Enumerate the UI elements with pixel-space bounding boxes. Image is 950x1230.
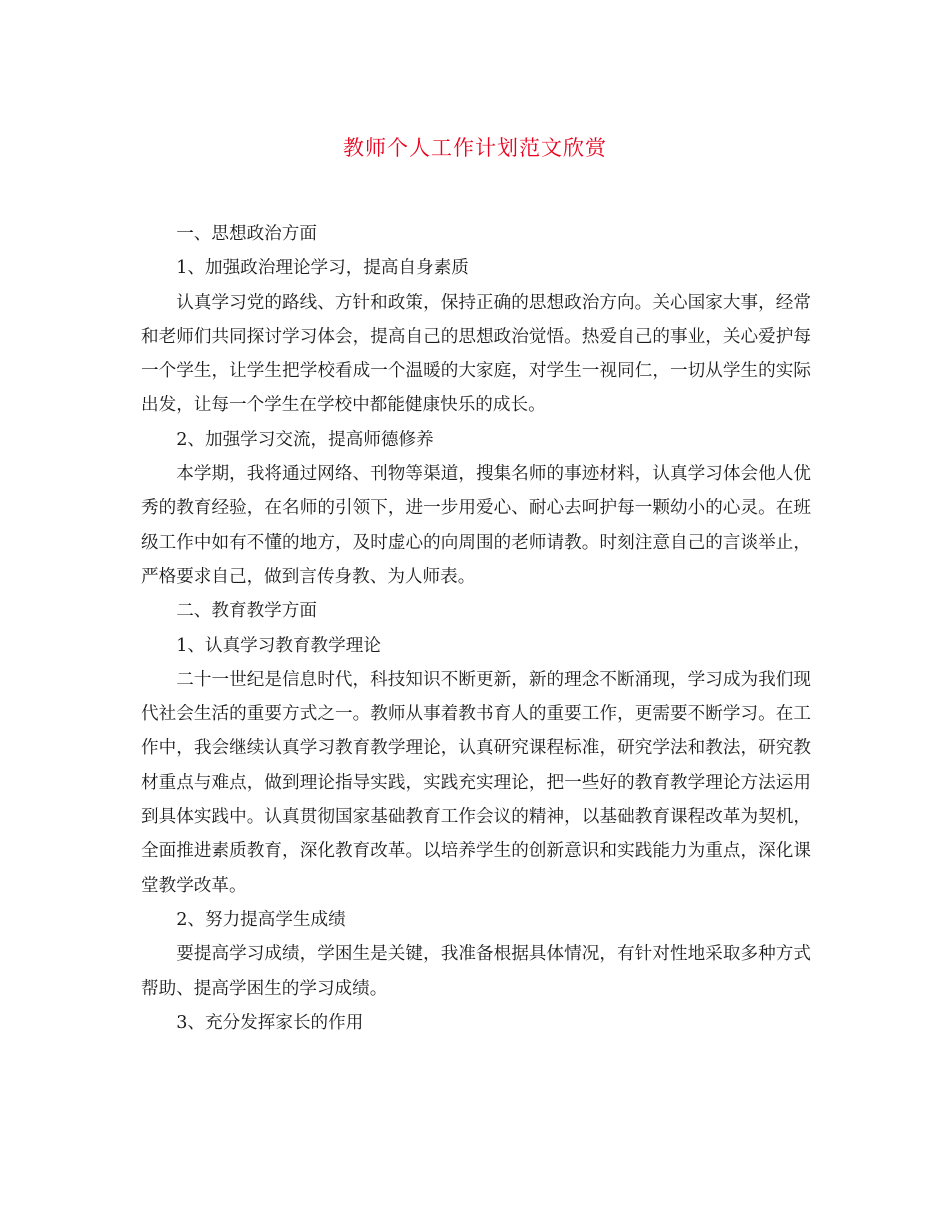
paragraph-ethics: 本学期，我将通过网络、刊物等渠道，搜集名师的事迹材料，认真学习体会他人优秀的教育经验，在名师的引领下，进一步用爱心、耐心去呵护每一颗幼小的心灵。在班级工作中如有不懂的地方，及时虚心的向周围的老师请教。时刻注意自己的言谈举止，严格要求自己，做到言传身教、为人师表。: [141, 464, 811, 587]
subheading-parents-role: 3、充分发挥家长的作用: [176, 1012, 364, 1033]
subheading-ethics: 2、加强学习交流，提高师德修养: [176, 429, 434, 450]
paragraph-political-study: 认真学习党的路线、方针和政策，保持正确的思想政治方向。关心国家大事，经常和老师们共同探讨学习体会，提高自己的思想政治觉悟。热爱自己的事业，关心爱护每一个学生，让学生把学校看成一个温暖的大家庭，对学生一视同仁，一切从学生的实际出发，让每一个学生在学校中都能健康快乐的成长。: [141, 292, 811, 416]
document-title: 教师个人工作计划范文欣赏: [343, 136, 607, 160]
subheading-teaching-theory: 1、认真学习教育教学理论: [176, 635, 381, 656]
paragraph-teaching-theory: 二十一世纪是信息时代，科技知识不断更新，新的理念不断涌现，学习成为我们现代社会生活的重要方式之一。教师从事着教书育人的重要工作，更需要不断学习。在工作中，我会继续认真学习教育教学理论，认真研究课程标准，研究学法和教法，研究教材重点与难点，做到理论指导实践，实践充实理论，把一些好的教育教学理论方法运用到具体实践中。认真贯彻国家基础教育工作会议的精神，以基础教育课程改革为契机，全面推进素质教育，深化教育改革。以培养学生的创新意识和实践能力为重点，深化课堂教学改革。: [141, 669, 811, 896]
subheading-student-scores: 2、努力提高学生成绩: [176, 909, 346, 930]
paragraph-student-scores: 要提高学习成绩，学困生是关键，我准备根据具体情况，有针对性地采取多种方式帮助、提高学困生的学习成绩。: [141, 944, 811, 999]
section-heading-teaching: 二、教育教学方面: [176, 601, 317, 622]
subheading-political-study: 1、加强政治理论学习，提高自身素质: [176, 258, 469, 279]
section-heading-ideology: 一、思想政治方面: [176, 224, 317, 244]
document-body: [141, 217, 811, 1040]
